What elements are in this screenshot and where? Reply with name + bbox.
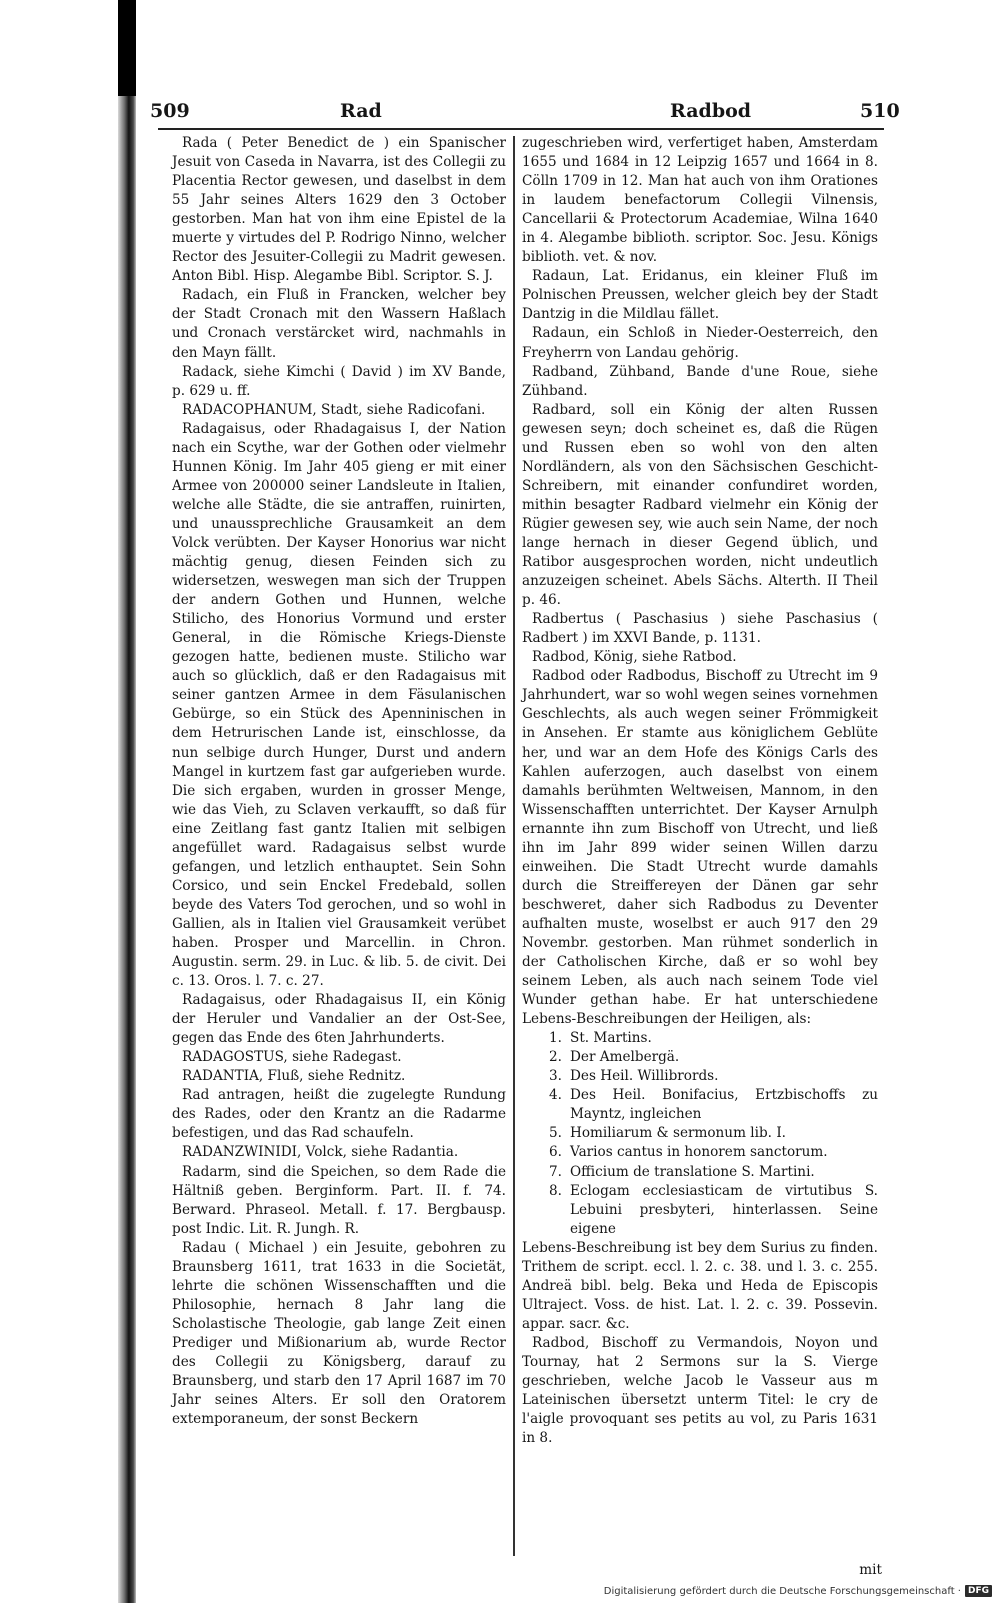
list-text: Des Heil. Willibrords.: [570, 1068, 719, 1085]
right-column: [522, 134, 878, 1448]
footer-credit: Digitalisierung gefördert durch die Deutsche Forschungsgemeinschaft ·: [603, 1585, 961, 1597]
list-number: 6.: [549, 1144, 562, 1161]
entry-paragraph: RADAGOSTUS, siehe Radegast.: [182, 1049, 402, 1066]
entry-paragraph: Radarm, sind die Speichen, so dem Rade die Hältniß geben. Berginform. Part. II. f. 74. Berward. Phraseol. Metall. f. 17. Bergbausp. post Indic. Lit. R. Jungh. R.: [172, 1163, 506, 1237]
entry-paragraph: Radagaisus, oder Rhadagaisus I, der Nation nach ein Scythe, war der Gothen oder vielmehr Hunnen König. Im Jahr 405 gieng er mit einer Armee von 200000 seiner Landsleute in Italien, welche alle Städte, die sie antraffen, ruinirten, und unaussprechliche Grausamkeit an dem Volck verübten. Der Kayser Honorius war nicht mächtig genug, diesen Feinden sich zu widersetzen, weswegen man sich der Truppen der andern Gothen und Hunnen, welche Stilicho, des Honorius Vormund und erster General, in die Römische Kriegs-Dienste gezogen hatte, bedienen muste. Stilicho war auch so glücklich, daß er den Radagaisus mit seiner gantzen Armee in dem Fäsulanischen Gebürge, so ein Stück des Apenninischen in dem Hetrurischen Lande ist, einschlosse, da nun selbige durch Hunger, Durst und andern Mangel in kurtzem fast gar aufgerieben wurde. Die sich ergaben, wurden in grosser Menge, wie das Vieh, zu Sclaven verkaufft, so daß für eine Zeitlang fast gantz Italien mit selbigen angefüllet ward. Radagaisus selbst wurde gefangen, und letzlich enthauptet. Sein Sohn Corsico, und sein Enckel Fredebald, sollen beyde des Vaters Tod gerochen, und so wohl in Gallien, als in Italien viel Grausamkeit verübet haben. Prosper und Marcellin. in Chron. Augustin. serm. 29. in Luc. & lib. 5. de civit. Dei c. 13. Oros. l. 7. c. 27.: [172, 420, 506, 990]
entry-paragraph: Rada ( Peter Benedict de ) ein Spanischer Jesuit von Caseda in Navarra, ist des Collegii zu Placentia Rector gewesen, und daselbst in dem 55 Jahr seines Alters 1629 den 3 October gestorben. Man hat von ihm eine Epistel de la muerte y virtudes del P. Rodrigo Ninno, welcher Rector des Jesuiter-Collegii zu Madrit gewesen. Anton Bibl. Hisp. Alegambe Bibl. Scriptor. S. J.: [172, 135, 506, 285]
entry-paragraph: Lebens-Beschreibung ist bey dem Surius zu finden. Trithem de script. eccl. l. 2. c. 38. und l. 3. c. 255. Andreä bibl. belg. Beka und Heda de Episcopis Ultraject. Voss. de hist. Lat. l. 2. c. 39. Possevin. appar. sacr. &c.: [522, 1239, 878, 1332]
book-spine: [118, 0, 136, 1603]
running-title-right: Radbod: [670, 100, 752, 122]
list-text: Homiliarum & sermonum lib. I.: [570, 1125, 787, 1142]
entry-paragraph: RADANZWINIDI, Volck, siehe Radantia.: [182, 1144, 459, 1161]
footer: [604, 1585, 992, 1597]
entry-paragraph: RADANTIA, Fluß, siehe Rednitz.: [182, 1068, 406, 1085]
entry-paragraph: Radbod, König, siehe Ratbod.: [532, 649, 737, 666]
list-item: [522, 1029, 878, 1048]
list-text: Eclogam ecclesiasticam de virtutibus S. Lebuini presbyteri, hinterlassen. Seine eigene: [570, 1182, 878, 1237]
book-spine-shadow: [118, 0, 136, 96]
entry-paragraph: Radbertus ( Paschasius ) siehe Paschasius ( Radbert ) im XXVI Bande, p. 1131.: [522, 611, 878, 647]
page-number-left: 509: [150, 100, 190, 122]
entry-paragraph: Radband, Zühband, Bande d'une Roue, siehe Zühband.: [522, 363, 878, 399]
list-number: 1.: [549, 1030, 562, 1047]
list-text: Varios cantus in honorem sanctorum.: [570, 1144, 828, 1161]
page-header: [150, 100, 900, 128]
list-item: [522, 1124, 878, 1143]
left-column: [172, 134, 506, 1429]
list-text: Des Heil. Bonifacius, Ertzbischoffs zu Mayntz, ingleichen: [570, 1087, 878, 1123]
entry-paragraph: Radack, siehe Kimchi ( David ) im XV Bande, p. 629 u. ff.: [172, 363, 506, 399]
entry-paragraph: RADACOPHANUM, Stadt, siehe Radicofani.: [182, 401, 486, 418]
entry-paragraph: Radbod, Bischoff zu Vermandois, Noyon und Tournay, hat 2 Sermons sur la S. Vierge geschrieben, welche Jacob le Vasseur aus m Lateinischen übersetzt unterm Titel: le cry de l'aigle provoquant ses petits au vol, zu Paris 1631 in 8.: [522, 1334, 878, 1447]
entry-paragraph: Radaun, Lat. Eridanus, ein kleiner Fluß im Polnischen Preussen, welcher gleich bey der Stadt Dantzig in die Mildlau fället.: [522, 268, 878, 323]
list-item: [522, 1086, 878, 1124]
entry-paragraph: Radbod oder Radbodus, Bischoff zu Utrecht im 9 Jahrhundert, war so wohl wegen seines vornehmen Geschlechts, als auch wegen seiner Frömmigkeit in Ansehen. Er stamte aus königlichem Geblüte her, und war an dem Hofe des Königs Carls des Kahlen auferzogen, auch daselbst von einem damahls berühmten Weltweisen, Mannom, in den Wissenschafften unterrichtet. Der Kayser Arnulph ernannte ihn zum Bischoff von Utrecht, und ließ ihn im Jahr 899 wider seinen Willen darzu einweihen. Die Stadt Utrecht wurde damahls durch die Streiffereyen der Dänen gar sehr beschweret, daher sich Radbodus zu Deventer aufhalten muste, woselbst er auch 917 den 29 Novembr. gestorben. Man rühmet sonderlich in der Catholischen Kirche, daß er so wohl bey seinem Leben, als auch nach seinem Tode viel Wunder gethan habe. Er hat unterschiedene Lebens-Beschreibungen der Heiligen, als:: [522, 668, 878, 1028]
entry-paragraph: Radbard, soll ein König der alten Russen gewesen seyn; doch scheinet es, daß die Rügen und Russen eben so wohl von den alten Nordländern, als von den Sächsischen Geschicht-Schreibern, mit einander confundiret worden, mithin besagter Radbard vielmehr ein König der Rügier gewesen sey, wie auch sein Name, der noch lange hernach in dieser Gegend üblich, und Ratibor ausgesprochen worden, nicht undeutlich anzuzeigen scheinet. Abels Sächs. Alterth. II Theil p. 46.: [522, 401, 878, 609]
entry-paragraph: Radagaisus, oder Rhadagaisus II, ein König der Heruler und Vandalier an der Ost-See, gegen das Ende des 6ten Jahrhunderts.: [172, 992, 506, 1047]
list-item: [522, 1067, 878, 1086]
list-number: 3.: [549, 1068, 562, 1085]
list-text: St. Martins.: [570, 1030, 652, 1047]
running-title-left: Rad: [340, 100, 382, 122]
entry-paragraph: zugeschrieben wird, verfertiget haben, Amsterdam 1655 und 1684 in 12 Leipzig 1657 und 1664 in 8. Cölln 1709 in 12. Man hat auch von ihm Orationes in laudem benefactorum Collegii Vilnensis, Cancellarii & Protectorum Academiae, Wilna 1640 in 4. Alegambe biblioth. scriptor. Soc. Jesu. Königs biblioth. vet. & nov.: [522, 135, 878, 266]
list-text: Der Amelbergä.: [570, 1049, 680, 1066]
list-item: [522, 1163, 878, 1182]
list-number: 4.: [549, 1087, 562, 1104]
page-number-right: 510: [860, 100, 900, 122]
list-number: 5.: [549, 1125, 562, 1142]
list-item: [522, 1143, 878, 1162]
catchword: mit: [859, 1562, 882, 1578]
list-number: 2.: [549, 1049, 562, 1066]
list-item: [522, 1048, 878, 1067]
dfg-logo: DFG: [965, 1585, 992, 1597]
list-number: 8.: [549, 1182, 562, 1199]
entry-paragraph: Radaun, ein Schloß in Nieder-Oesterreich, den Freyherrn von Landau gehörig.: [522, 325, 878, 361]
list-number: 7.: [549, 1163, 562, 1180]
header-rule: [158, 128, 884, 130]
entry-paragraph: Radach, ein Fluß in Francken, welcher bey der Stadt Cronach mit den Wassern Haßlach und Cronach verstärcket wird, nachmahls in den Mayn fällt.: [172, 287, 506, 361]
entry-paragraph: Rad antragen, heißt die zugelegte Rundung des Rades, oder den Krantz an die Radarme befestigen, und das Rad schaufeln.: [172, 1087, 506, 1142]
list-text: Officium de translatione S. Martini.: [570, 1163, 815, 1180]
column-divider: [513, 136, 515, 1556]
list-item: [522, 1182, 878, 1239]
entry-paragraph: Radau ( Michael ) ein Jesuite, gebohren zu Braunsberg 1611, trat 1633 in die Societät, lehrte die schönen Wissenschafften und die Philosophie, hernach 8 Jahr lang die Scholastische Theologie, gab lange Zeit einen Prediger und Mißionarium ab, wurde Rector des Collegii zu Königsberg, darauf zu Braunsberg, und starb den 17 April 1687 im 70 Jahr seines Alters. Er soll den Oratorem extemporaneum, der sonst Beckern: [172, 1239, 506, 1428]
